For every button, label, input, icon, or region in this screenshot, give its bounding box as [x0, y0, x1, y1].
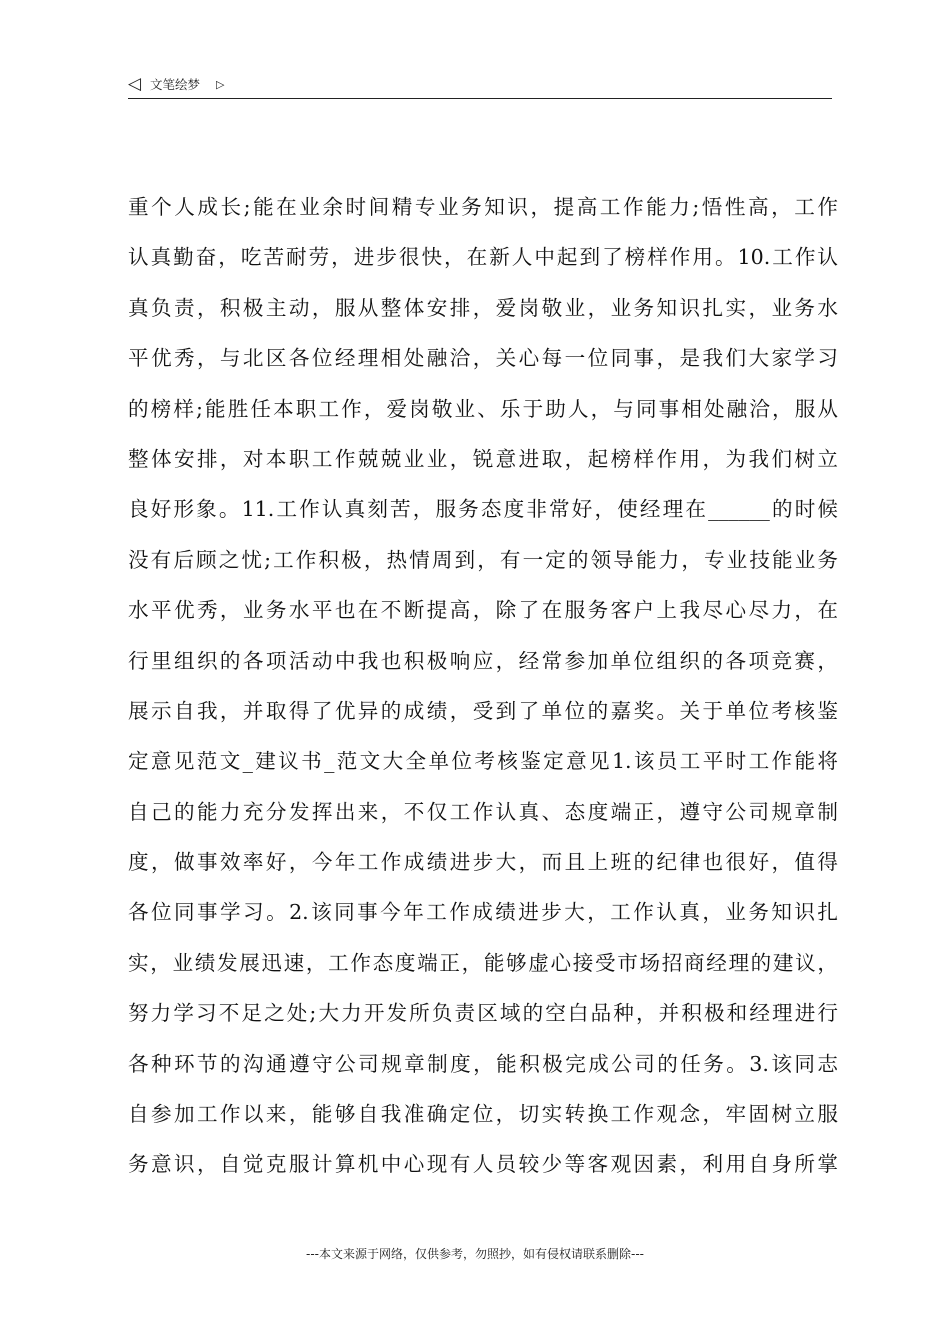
body-line: 水平优秀，业务水平也在不断提高，除了在服务客户上我尽心尽力，在	[128, 598, 838, 623]
body-line: 努力学习不足之处;大力开发所负责区域的空白品种，并积极和经理进行	[128, 1001, 838, 1026]
body-line: 实，业绩发展迅速，工作态度端正，能够虚心接受市场招商经理的建议，	[128, 950, 838, 975]
page-header	[128, 74, 832, 99]
body-line: 重个人成长;能在业余时间精专业务知识，提高工作能力;悟性高，工作	[128, 195, 838, 219]
body-line: 各种环节的沟通遵守公司规章制度，能积极完成公司的任务。3.该同志	[128, 1051, 838, 1076]
page-footer: ---本文来源于网络，仅供参考，勿照抄，如有侵权请联系删除---	[306, 1247, 644, 1261]
body-line: 行里组织的各项活动中我也积极响应，经常参加单位组织的各项竞赛，	[128, 648, 838, 673]
body-line: 展示自我，并取得了优异的成绩，受到了单位的嘉奖。关于单位考核鉴	[128, 698, 838, 723]
body-line: 良好形象。11.工作认真刻苦，服务态度非常好，使经理在______的时候	[128, 497, 838, 522]
right-triangle-outline-icon: ▷	[216, 78, 225, 91]
left-triangle-outline-icon: ◁	[128, 74, 142, 94]
body-line: 定意见范文_建议书_范文大全单位考核鉴定意见1.该员工平时工作能将	[128, 749, 838, 774]
header-title: 文笔绘梦	[150, 77, 201, 92]
body-line: 务意识，自觉克服计算机中心现有人员较少等客观因素，利用自身所掌	[128, 1152, 838, 1177]
body-line: 认真勤奋，吃苦耐劳，进步很快，在新人中起到了榜样作用。10.工作认	[128, 245, 838, 270]
document-body	[128, 182, 838, 1190]
body-line: 度，做事效率好，今年工作成绩进步大，而且上班的纪律也很好，值得	[128, 850, 838, 875]
body-line: 各位同事学习。2.该同事今年工作成绩进步大，工作认真，业务知识扎	[128, 900, 838, 925]
body-line: 没有后顾之忧;工作积极，热情周到，有一定的领导能力，专业技能业务	[128, 547, 838, 572]
body-line: 的榜样;能胜任本职工作，爱岗敬业、乐于助人，与同事相处融洽，服从	[128, 396, 838, 421]
body-line: 平优秀，与北区各位经理相处融洽，关心每一位同事，是我们大家学习	[128, 346, 838, 371]
body-line: 整体安排，对本职工作兢兢业业，锐意进取，起榜样作用，为我们树立	[128, 446, 838, 471]
body-line: 真负责，积极主动，服从整体安排，爱岗敬业，业务知识扎实，业务水	[128, 295, 838, 320]
body-line: 自参加工作以来，能够自我准确定位，切实转换工作观念，牢固树立服	[128, 1102, 838, 1127]
body-line: 自己的能力充分发挥出来，不仅工作认真、态度端正，遵守公司规章制	[128, 799, 838, 824]
